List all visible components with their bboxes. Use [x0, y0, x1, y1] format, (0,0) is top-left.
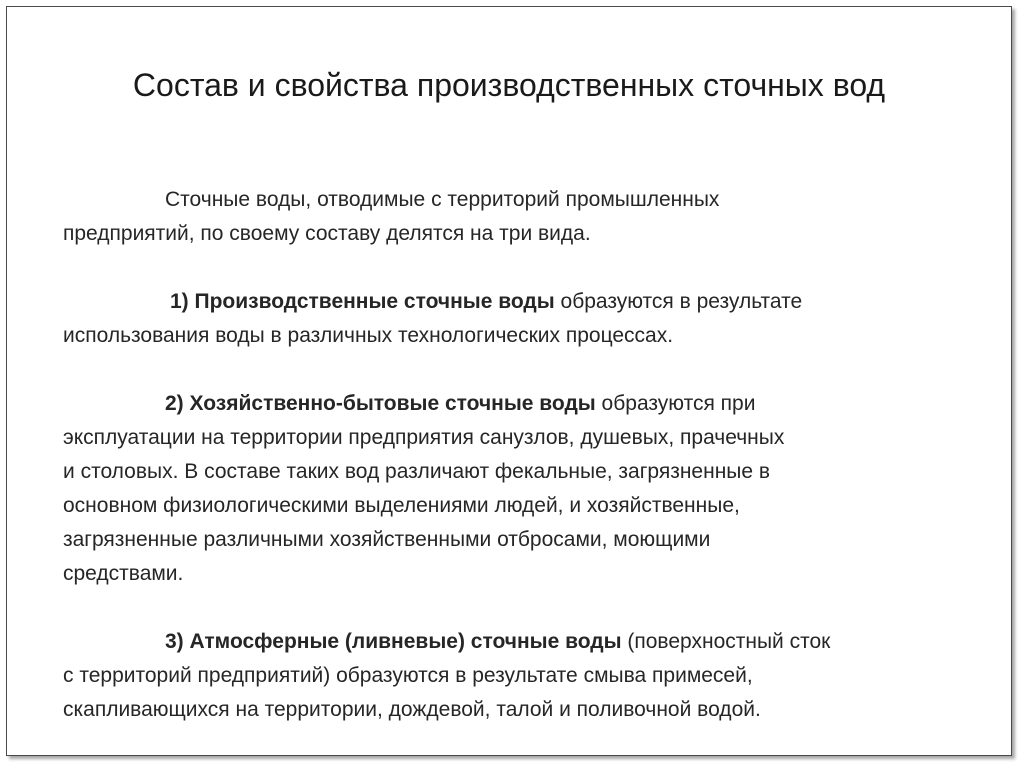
- item-1-heading: 1) Производственные сточные воды: [170, 290, 555, 313]
- item-2-paragraph: [63, 387, 963, 591]
- slide: [6, 6, 1012, 756]
- item-2-line-2: эксплуатации на территории предприятия санузлов, душевых, прачечных: [63, 426, 785, 449]
- item-2-line-3: и столовых. В составе таких вод различают фекальные, загрязненные в: [63, 460, 771, 483]
- item-3-paragraph: [63, 625, 963, 727]
- intro-paragraph: [63, 183, 963, 251]
- slide-title: Состав и свойства производственных сточных вод: [132, 67, 886, 103]
- item-2-line-1: образуются при: [595, 392, 756, 415]
- item-1-line-1: образуются в результате: [554, 290, 803, 313]
- item-3-line-2: с территорий предприятий) образуются в результате смыва примесей,: [63, 664, 753, 687]
- item-3-line-1: (поверхностный сток: [621, 630, 831, 653]
- item-2-heading: 2) Хозяйственно-бытовые сточные воды: [165, 392, 596, 415]
- intro-line-2: предприятий, по своему составу делятся на три вида.: [63, 222, 591, 245]
- item-3-heading: 3) Атмосферные (ливневые) сточные воды: [165, 630, 622, 653]
- item-1-line-2: использования воды в различных технологических процессах.: [63, 324, 674, 347]
- item-2-line-4: основном физиологическими выделениями людей, и хозяйственные,: [63, 494, 740, 517]
- item-2-line-6: средствами.: [63, 562, 184, 585]
- slide-body: [63, 183, 963, 727]
- item-1-paragraph: [63, 285, 963, 353]
- intro-line-1: Сточные воды, отводимые с территорий промышленных: [165, 188, 720, 211]
- item-3-line-3: скапливающихся на территории, дождевой, талой и поливочной водой.: [63, 698, 761, 721]
- item-2-line-5: загрязненные различными хозяйственными отбросами, моющими: [63, 528, 711, 551]
